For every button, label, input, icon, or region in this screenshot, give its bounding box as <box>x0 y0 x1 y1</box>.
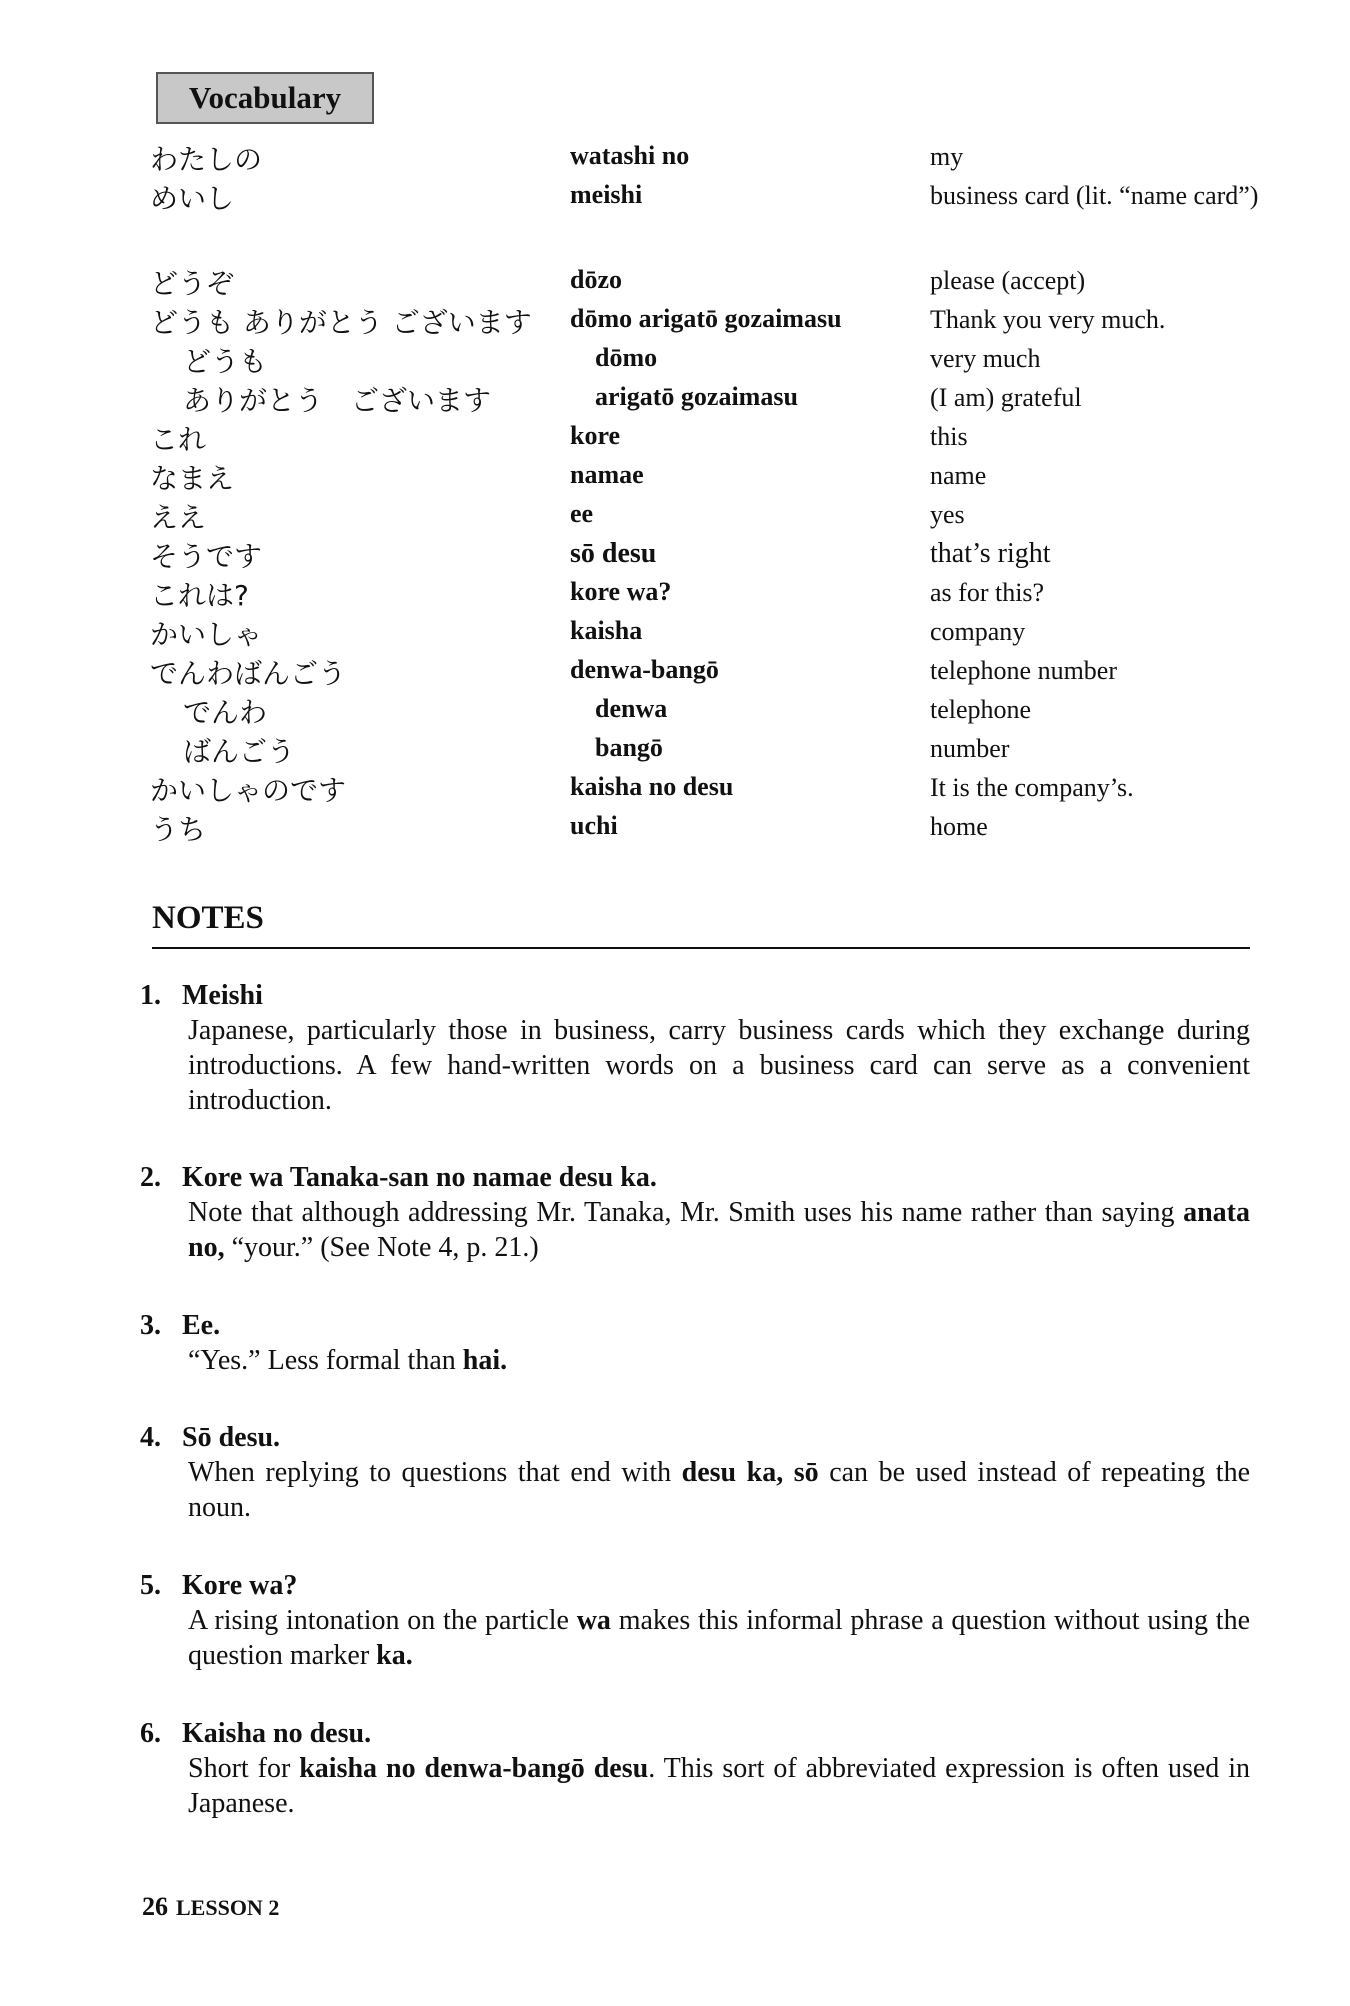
vocab-romaji: namae <box>570 460 644 489</box>
note-text: Short for <box>188 1753 300 1784</box>
note-title-text: Kore wa Tanaka-san no namae desu ka. <box>182 1162 657 1193</box>
vocab-english: It is the company’s. <box>930 773 1134 802</box>
vocab-japanese: ばんごう <box>183 735 296 768</box>
vocab-row <box>150 691 1250 730</box>
vocab-japanese: そうです <box>150 540 263 573</box>
note-title-text: Kaisha no desu. <box>182 1718 372 1749</box>
note-text: can be used instead of repeating the noun. <box>188 1457 1251 1523</box>
vocab-english: company <box>930 617 1026 646</box>
vocab-romaji: meishi <box>570 180 643 209</box>
note-text: “your.” (See Note 4, p. 21.) <box>224 1232 539 1263</box>
note-6 <box>140 1716 1250 1821</box>
vocab-romaji: kaisha <box>570 616 643 645</box>
note-text: “Yes.” Less formal than <box>188 1345 463 1376</box>
note-emphasis: desu ka, sō <box>681 1457 819 1488</box>
vocab-japanese: かいしゃ <box>150 618 263 651</box>
vocab-english: Thank you very much. <box>930 305 1166 334</box>
vocab-row <box>150 769 1250 808</box>
note-5 <box>140 1568 1250 1673</box>
vocab-romaji: dōmo <box>595 343 658 372</box>
vocab-japanese: めいし <box>150 182 235 215</box>
note-body <box>188 1751 1250 1821</box>
vocab-japanese: これ <box>150 423 207 456</box>
vocab-romaji: dōmo arigatō gozaimasu <box>570 304 842 333</box>
page-footer <box>142 1892 279 1922</box>
note-2 <box>140 1160 1250 1265</box>
vocab-row <box>150 418 1250 457</box>
note-body <box>188 1195 1250 1265</box>
note-4 <box>140 1420 1250 1525</box>
vocab-romaji: kaisha no desu <box>570 772 734 801</box>
vocab-romaji: denwa <box>595 694 668 723</box>
note-3 <box>140 1308 1250 1378</box>
note-emphasis: hai. <box>462 1345 508 1376</box>
note-number: 1. <box>140 980 161 1011</box>
vocab-english: number <box>930 734 1010 763</box>
note-text: Note that although addressing Mr. Tanaka, Mr. Smith uses his name rather than saying <box>188 1197 1184 1228</box>
vocab-row <box>150 379 1250 418</box>
note-title <box>140 978 1250 1013</box>
vocab-row <box>150 652 1250 691</box>
vocab-english: home <box>930 812 988 841</box>
vocab-english: telephone <box>930 695 1032 724</box>
vocab-japanese: どうぞ <box>150 267 235 300</box>
vocab-japanese: なまえ <box>150 462 235 495</box>
vocab-romaji: ee <box>570 499 594 528</box>
note-text: When replying to questions that end with <box>188 1457 682 1488</box>
vocab-romaji: watashi no <box>570 141 690 170</box>
note-number: 6. <box>140 1718 161 1749</box>
vocab-row <box>150 138 1250 177</box>
vocab-romaji: dōzo <box>570 265 622 294</box>
vocab-japanese: うち <box>150 813 207 846</box>
vocab-row <box>150 301 1250 340</box>
vocab-english: my <box>930 142 964 171</box>
vocab-row <box>150 535 1250 574</box>
note-body <box>188 1343 1250 1378</box>
vocab-english: yes <box>930 500 965 529</box>
vocab-romaji: bangō <box>595 733 663 762</box>
vocab-romaji: sō desu <box>570 538 657 569</box>
vocab-row <box>150 730 1250 769</box>
vocab-romaji: kore <box>570 421 621 450</box>
vocab-japanese: どうも ありがとう ございます <box>150 306 532 339</box>
note-number: 2. <box>140 1162 161 1193</box>
vocab-romaji: kore wa? <box>570 577 672 606</box>
vocab-japanese: これは? <box>150 579 249 612</box>
vocab-english: (I am) grateful <box>930 383 1082 412</box>
vocab-row <box>150 574 1250 613</box>
vocab-row <box>150 457 1250 496</box>
note-text: . This sort of abbreviated expression is often used in Japanese. <box>188 1753 1251 1819</box>
vocab-japanese: でんわばんごう <box>150 657 347 690</box>
page-number: 26 <box>142 1892 168 1921</box>
note-title-text: Meishi <box>182 980 263 1011</box>
note-body: Japanese, particularly those in business, carry business cards which they exchange during introductions. A few hand-written words on a business card can serve as a convenient introduction. <box>188 1015 1250 1116</box>
note-title-text: Sō desu. <box>182 1422 281 1453</box>
vocab-row <box>150 340 1250 379</box>
vocab-row <box>150 177 1259 262</box>
vocab-english: this <box>930 422 968 451</box>
note-title <box>140 1568 1250 1603</box>
note-number: 3. <box>140 1310 161 1341</box>
note-body <box>188 1455 1250 1525</box>
vocab-japanese: ええ <box>150 501 207 534</box>
vocab-romaji: uchi <box>570 811 618 840</box>
note-emphasis: ka. <box>376 1640 413 1671</box>
vocab-romaji: arigatō gozaimasu <box>595 382 798 411</box>
vocab-japanese: どうも <box>183 345 268 378</box>
vocab-english: as for this? <box>930 578 1045 607</box>
note-title <box>140 1716 1250 1751</box>
note-text: makes this informal phrase a question without using the question marker <box>188 1605 1250 1671</box>
vocab-romaji: denwa-bangō <box>570 655 719 684</box>
vocabulary-heading: Vocabulary <box>156 72 374 124</box>
notes-heading: NOTES <box>152 900 1250 949</box>
vocab-row <box>150 808 1250 847</box>
lesson-label: LESSON 2 <box>176 1895 280 1920</box>
vocab-english: please (accept) <box>930 266 1086 295</box>
vocab-row <box>150 613 1250 652</box>
note-title-text: Kore wa? <box>182 1570 298 1601</box>
note-emphasis: wa <box>576 1605 611 1636</box>
note-number: 5. <box>140 1570 161 1601</box>
note-body <box>188 1603 1250 1673</box>
note-1 <box>140 978 1250 1118</box>
vocab-row <box>150 496 1250 535</box>
vocab-english: that’s right <box>930 538 1051 569</box>
note-number: 4. <box>140 1422 161 1453</box>
note-title-text: Ee. <box>182 1310 221 1341</box>
note-text: A rising intonation on the particle <box>188 1605 577 1636</box>
vocab-english: very much <box>930 344 1041 373</box>
note-emphasis: kaisha no denwa-bangō desu <box>299 1753 649 1784</box>
vocab-japanese: わたしの <box>150 143 263 176</box>
vocabulary-table <box>150 138 1259 847</box>
vocab-english: business card (lit. “name card”) <box>930 181 1259 210</box>
vocab-english: telephone number <box>930 656 1117 685</box>
note-emphasis: anata no, <box>188 1197 1250 1263</box>
vocab-japanese: ありがとう ございます <box>183 384 492 417</box>
note-title <box>140 1160 1250 1195</box>
note-title <box>140 1420 1250 1455</box>
vocab-english: name <box>930 461 987 490</box>
vocab-japanese: かいしゃのです <box>150 774 347 807</box>
vocab-row <box>150 262 1250 301</box>
vocab-japanese: でんわ <box>183 696 268 729</box>
note-title <box>140 1308 1250 1343</box>
